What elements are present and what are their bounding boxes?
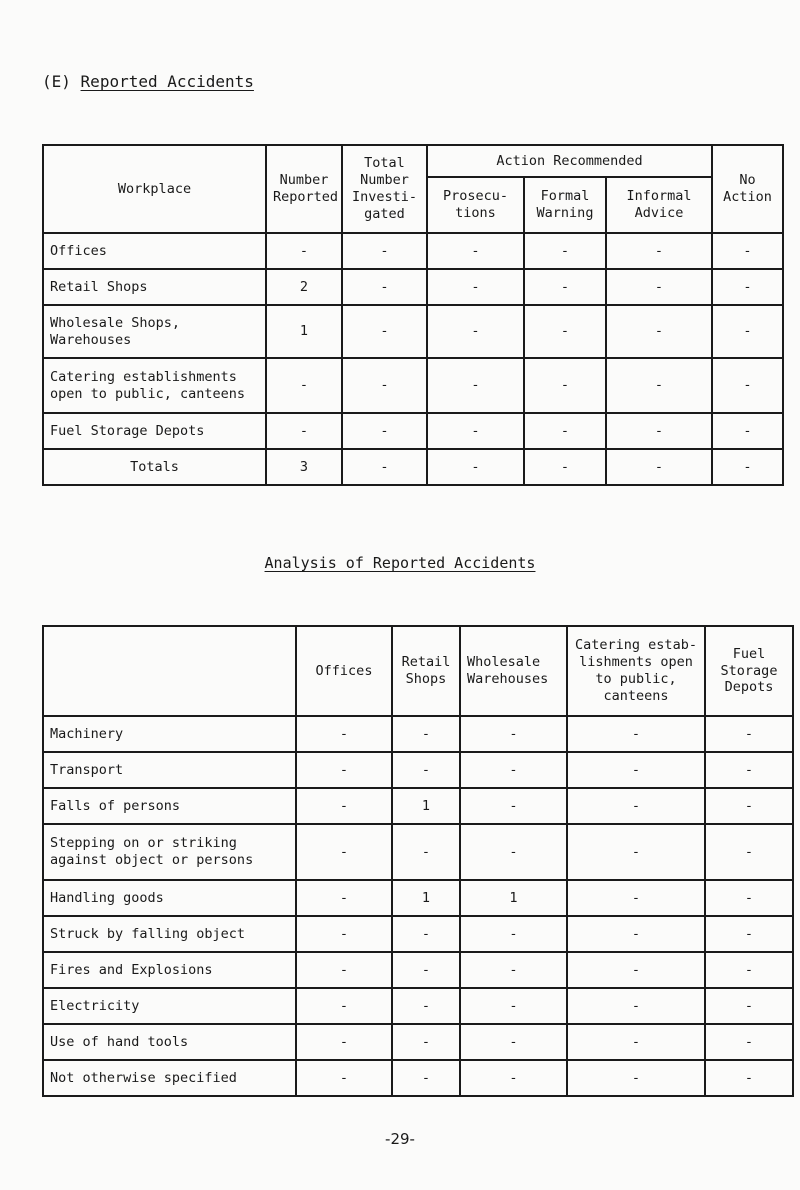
value-cell: -: [567, 916, 705, 952]
cause-cell: Electricity: [43, 988, 296, 1024]
value-cell: -: [296, 916, 392, 952]
value-cell: -: [460, 988, 567, 1024]
workplace-cell: Retail Shops: [43, 269, 266, 305]
table-row: [43, 716, 793, 752]
workplace-cell: Fuel Storage Depots: [43, 413, 266, 449]
value-cell: -: [524, 358, 606, 413]
header-informal-advice: Informal Advice: [606, 177, 712, 233]
value-cell: -: [460, 916, 567, 952]
table-row: [43, 824, 793, 880]
value-cell: -: [712, 413, 783, 449]
workplace-cell: Offices: [43, 233, 266, 269]
value-cell: -: [705, 988, 793, 1024]
table-row: [43, 988, 793, 1024]
value-cell: -: [392, 1060, 460, 1096]
value-cell: -: [427, 449, 524, 485]
value-cell: -: [606, 413, 712, 449]
value-cell: -: [296, 952, 392, 988]
value-cell: -: [567, 716, 705, 752]
value-cell: -: [567, 988, 705, 1024]
value-cell: -: [296, 1060, 392, 1096]
cause-cell: Stepping on or striking against object or persons: [43, 824, 296, 880]
table-row: [43, 1024, 793, 1060]
value-cell: -: [705, 788, 793, 824]
cause-cell: Machinery: [43, 716, 296, 752]
workplace-cell: Catering establishments open to public, canteens: [43, 358, 266, 413]
value-cell: -: [567, 1024, 705, 1060]
value-cell: -: [524, 233, 606, 269]
table-row: [43, 233, 783, 269]
table-row: [43, 305, 783, 358]
cause-cell: Use of hand tools: [43, 1024, 296, 1060]
value-cell: -: [705, 1024, 793, 1060]
value-cell: -: [705, 752, 793, 788]
value-cell: 1: [392, 880, 460, 916]
header-catering: Catering estab- lishments open to public, canteens: [567, 626, 705, 716]
value-cell: -: [427, 233, 524, 269]
value-cell: -: [524, 413, 606, 449]
table-row: [43, 880, 793, 916]
value-cell: 3: [266, 449, 342, 485]
value-cell: -: [266, 358, 342, 413]
value-cell: -: [296, 880, 392, 916]
section-title: Reported Accidents: [80, 72, 254, 91]
analysis-title: Analysis of Reported Accidents: [264, 554, 536, 572]
value-cell: -: [606, 269, 712, 305]
value-cell: -: [705, 824, 793, 880]
value-cell: 1: [266, 305, 342, 358]
value-cell: -: [266, 233, 342, 269]
header-total-investigated: Total Number Investi- gated: [342, 145, 427, 233]
header-formal-warning: Formal Warning: [524, 177, 606, 233]
value-cell: -: [392, 952, 460, 988]
value-cell: -: [266, 413, 342, 449]
section-heading: [42, 72, 254, 91]
section-label: (E): [42, 72, 71, 91]
header-fuel-storage: Fuel Storage Depots: [705, 626, 793, 716]
value-cell: -: [567, 788, 705, 824]
value-cell: -: [296, 716, 392, 752]
cause-cell: Struck by falling object: [43, 916, 296, 952]
value-cell: -: [392, 1024, 460, 1060]
table-row: [43, 449, 783, 485]
value-cell: -: [712, 358, 783, 413]
value-cell: -: [460, 752, 567, 788]
header-action-recommended: Action Recommended: [427, 145, 712, 177]
value-cell: -: [342, 269, 427, 305]
value-cell: -: [296, 1024, 392, 1060]
table-row: [43, 752, 793, 788]
value-cell: -: [460, 788, 567, 824]
table-row: [43, 358, 783, 413]
header-offices: Offices: [296, 626, 392, 716]
value-cell: -: [567, 752, 705, 788]
value-cell: -: [705, 880, 793, 916]
value-cell: -: [392, 716, 460, 752]
value-cell: -: [567, 824, 705, 880]
value-cell: -: [460, 1024, 567, 1060]
value-cell: -: [460, 716, 567, 752]
page-number: -29-: [385, 1130, 415, 1148]
table-row: [43, 952, 793, 988]
value-cell: -: [460, 1060, 567, 1096]
cause-cell: Falls of persons: [43, 788, 296, 824]
value-cell: -: [342, 449, 427, 485]
value-cell: -: [342, 305, 427, 358]
value-cell: -: [342, 413, 427, 449]
table-row: [43, 269, 783, 305]
header-retail-shops: Retail Shops: [392, 626, 460, 716]
value-cell: -: [524, 269, 606, 305]
header-wholesale-warehouses: Wholesale Warehouses: [460, 626, 567, 716]
value-cell: -: [427, 413, 524, 449]
value-cell: 1: [460, 880, 567, 916]
value-cell: -: [296, 824, 392, 880]
table-row: [43, 916, 793, 952]
value-cell: -: [392, 988, 460, 1024]
value-cell: -: [342, 233, 427, 269]
value-cell: -: [606, 358, 712, 413]
value-cell: -: [427, 358, 524, 413]
value-cell: -: [392, 824, 460, 880]
value-cell: -: [705, 716, 793, 752]
header-workplace: Workplace: [43, 145, 266, 233]
workplace-cell: Totals: [43, 449, 266, 485]
header-no-action: No Action: [712, 145, 783, 233]
value-cell: -: [705, 1060, 793, 1096]
value-cell: -: [712, 269, 783, 305]
value-cell: -: [567, 1060, 705, 1096]
value-cell: -: [427, 305, 524, 358]
value-cell: -: [712, 233, 783, 269]
reported-accidents-table: [42, 144, 784, 486]
value-cell: -: [296, 988, 392, 1024]
value-cell: -: [524, 305, 606, 358]
value-cell: -: [392, 752, 460, 788]
value-cell: -: [296, 788, 392, 824]
table-row: [43, 413, 783, 449]
value-cell: -: [296, 752, 392, 788]
value-cell: -: [567, 880, 705, 916]
cause-cell: Transport: [43, 752, 296, 788]
workplace-cell: Wholesale Shops, Warehouses: [43, 305, 266, 358]
value-cell: -: [712, 305, 783, 358]
value-cell: -: [606, 305, 712, 358]
value-cell: -: [524, 449, 606, 485]
value-cell: -: [567, 952, 705, 988]
value-cell: -: [705, 916, 793, 952]
value-cell: -: [712, 449, 783, 485]
value-cell: -: [342, 358, 427, 413]
value-cell: -: [705, 952, 793, 988]
value-cell: -: [392, 916, 460, 952]
value-cell: -: [606, 233, 712, 269]
header-prosecutions: Prosecu- tions: [427, 177, 524, 233]
value-cell: 1: [392, 788, 460, 824]
value-cell: -: [460, 824, 567, 880]
cause-cell: Not otherwise specified: [43, 1060, 296, 1096]
table-row: [43, 788, 793, 824]
header-cause: [43, 626, 296, 716]
value-cell: -: [460, 952, 567, 988]
value-cell: -: [427, 269, 524, 305]
header-number-reported: Number Reported: [266, 145, 342, 233]
analysis-table: [42, 625, 794, 1097]
value-cell: 2: [266, 269, 342, 305]
value-cell: -: [606, 449, 712, 485]
cause-cell: Fires and Explosions: [43, 952, 296, 988]
cause-cell: Handling goods: [43, 880, 296, 916]
table-row: [43, 1060, 793, 1096]
